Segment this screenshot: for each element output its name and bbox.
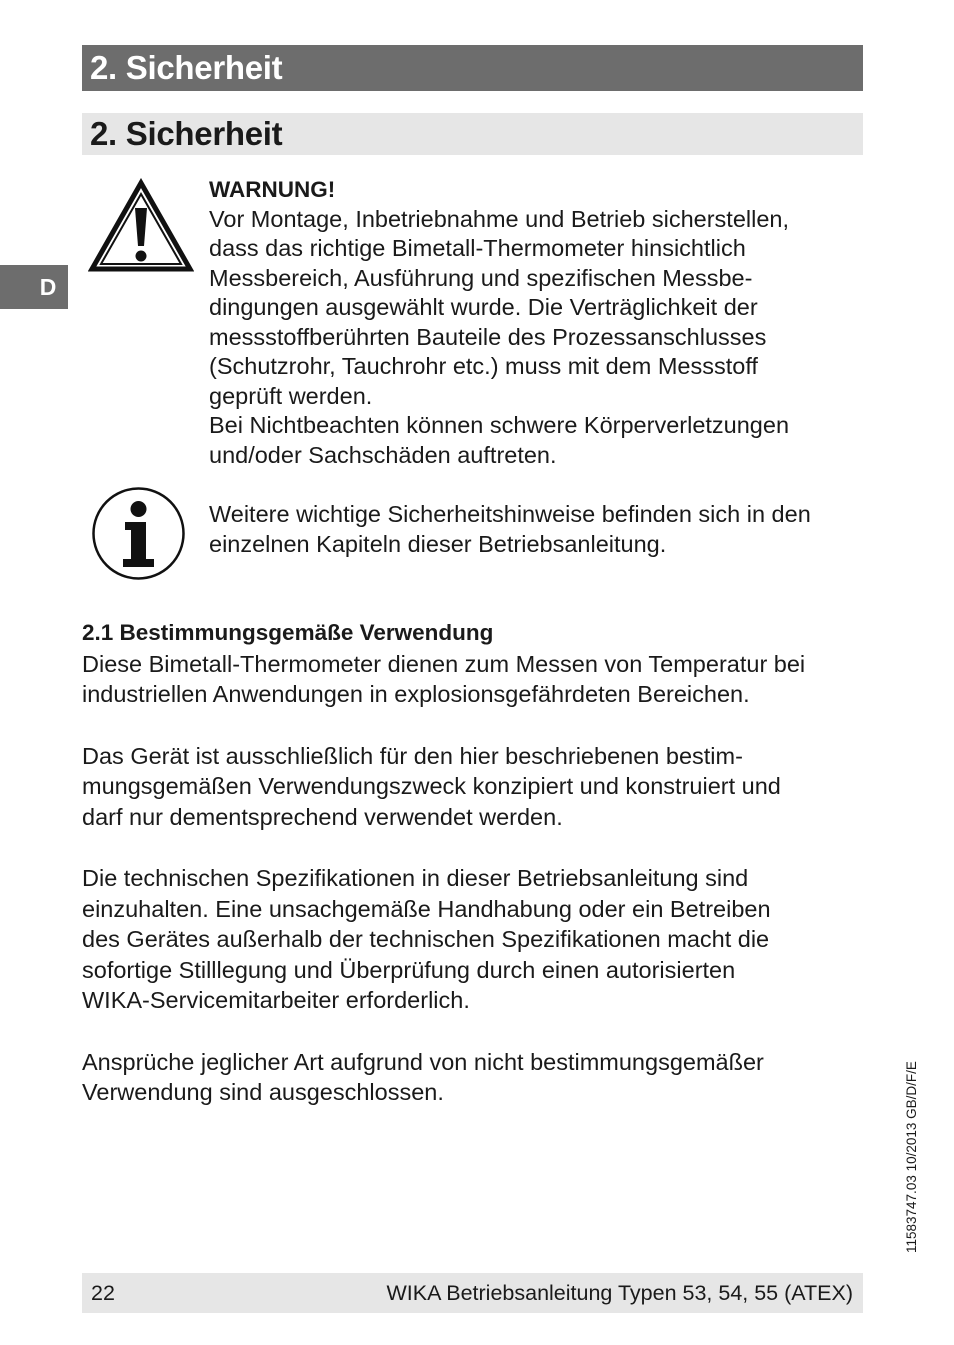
info-circle-icon <box>90 485 187 582</box>
chapter-title: 2. Sicherheit <box>90 49 283 86</box>
page-number: 22 <box>91 1281 115 1305</box>
warning-title: WARNUNG! <box>209 177 336 202</box>
paragraph-line: des Gerätes außerhalb der technischen Spezifikationen macht die <box>82 926 770 952</box>
warning-line: (Schutzrohr, Tauchrohr etc.) muss mit dem Messstoff <box>209 353 758 379</box>
warning-line: Vor Montage, Inbetriebnahme und Betrieb sicherstellen, <box>209 205 790 232</box>
warning-line: Messbereich, Ausführung und spezifischen Messbe- <box>209 264 753 291</box>
paragraph-line: einzuhalten. Eine unsachgemäße Handhabung oder ein Betreiben <box>82 895 771 922</box>
section-title: 2. Sicherheit <box>90 115 283 152</box>
warning-line: messstoffberührten Bauteile des Prozessanschlusses <box>209 323 767 350</box>
paragraph <box>82 649 863 710</box>
paragraph <box>82 741 863 833</box>
subsection-body <box>82 618 863 1139</box>
paragraph-line: sofortige Stilllegung und Überprüfung durch einen autorisierten <box>82 956 736 983</box>
warning-line: dingungen ausgewählt wurde. Die Verträglichkeit der <box>209 294 758 320</box>
chapter-header-bar <box>82 45 863 91</box>
section-header-bar <box>82 113 863 155</box>
warning-line: Bei Nichtbeachten können schwere Körperverletzungen <box>209 412 790 438</box>
paragraph-line: Die technischen Spezifikationen in dieser Betriebsanleitung sind <box>82 865 749 891</box>
warning-triangle-icon <box>88 178 194 274</box>
page-footer <box>82 1273 863 1313</box>
paragraph-line: WIKA-Servicemitarbeiter erforderlich. <box>82 987 470 1013</box>
warning-block <box>209 175 859 470</box>
paragraph-line: darf nur dementsprechend verwendet werden. <box>82 803 563 830</box>
paragraph-line: industriellen Anwendungen in explosionsgefährdeten Bereichen. <box>82 681 750 707</box>
paragraph <box>82 863 863 1016</box>
paragraph-line: Ansprüche jeglicher Art aufgrund von nicht bestimmungsgemäßer <box>82 1048 764 1075</box>
subsection-heading: 2.1 Bestimmungsgemäße Verwendung <box>82 620 494 645</box>
document-code: 11583747.03 10/2013 GB/D/F/E <box>904 1061 919 1253</box>
warning-line: und/oder Sachschäden auftreten. <box>209 441 557 468</box>
warning-line: geprüft werden. <box>209 382 373 409</box>
language-tab: D <box>0 265 68 309</box>
warning-line: dass das richtige Bimetall-Thermometer hinsichtlich <box>209 235 746 261</box>
info-line: einzelnen Kapiteln dieser Betriebsanleitung. <box>209 530 667 557</box>
paragraph-line: Verwendung sind ausgeschlossen. <box>82 1079 444 1105</box>
info-line: Weitere wichtige Sicherheitshinweise befinden sich in den <box>209 501 811 527</box>
paragraph-line: Das Gerät ist ausschließlich für den hier beschriebenen bestim- <box>82 742 743 769</box>
footer-title: WIKA Betriebsanleitung Typen 53, 54, 55 (ATEX) <box>386 1281 853 1305</box>
paragraph <box>82 1047 863 1108</box>
paragraph-line: Diese Bimetall-Thermometer dienen zum Messen von Temperatur bei <box>82 650 806 677</box>
info-block <box>209 500 863 559</box>
paragraph-line: mungsgemäßen Verwendungszweck konzipiert und konstruiert und <box>82 773 781 799</box>
